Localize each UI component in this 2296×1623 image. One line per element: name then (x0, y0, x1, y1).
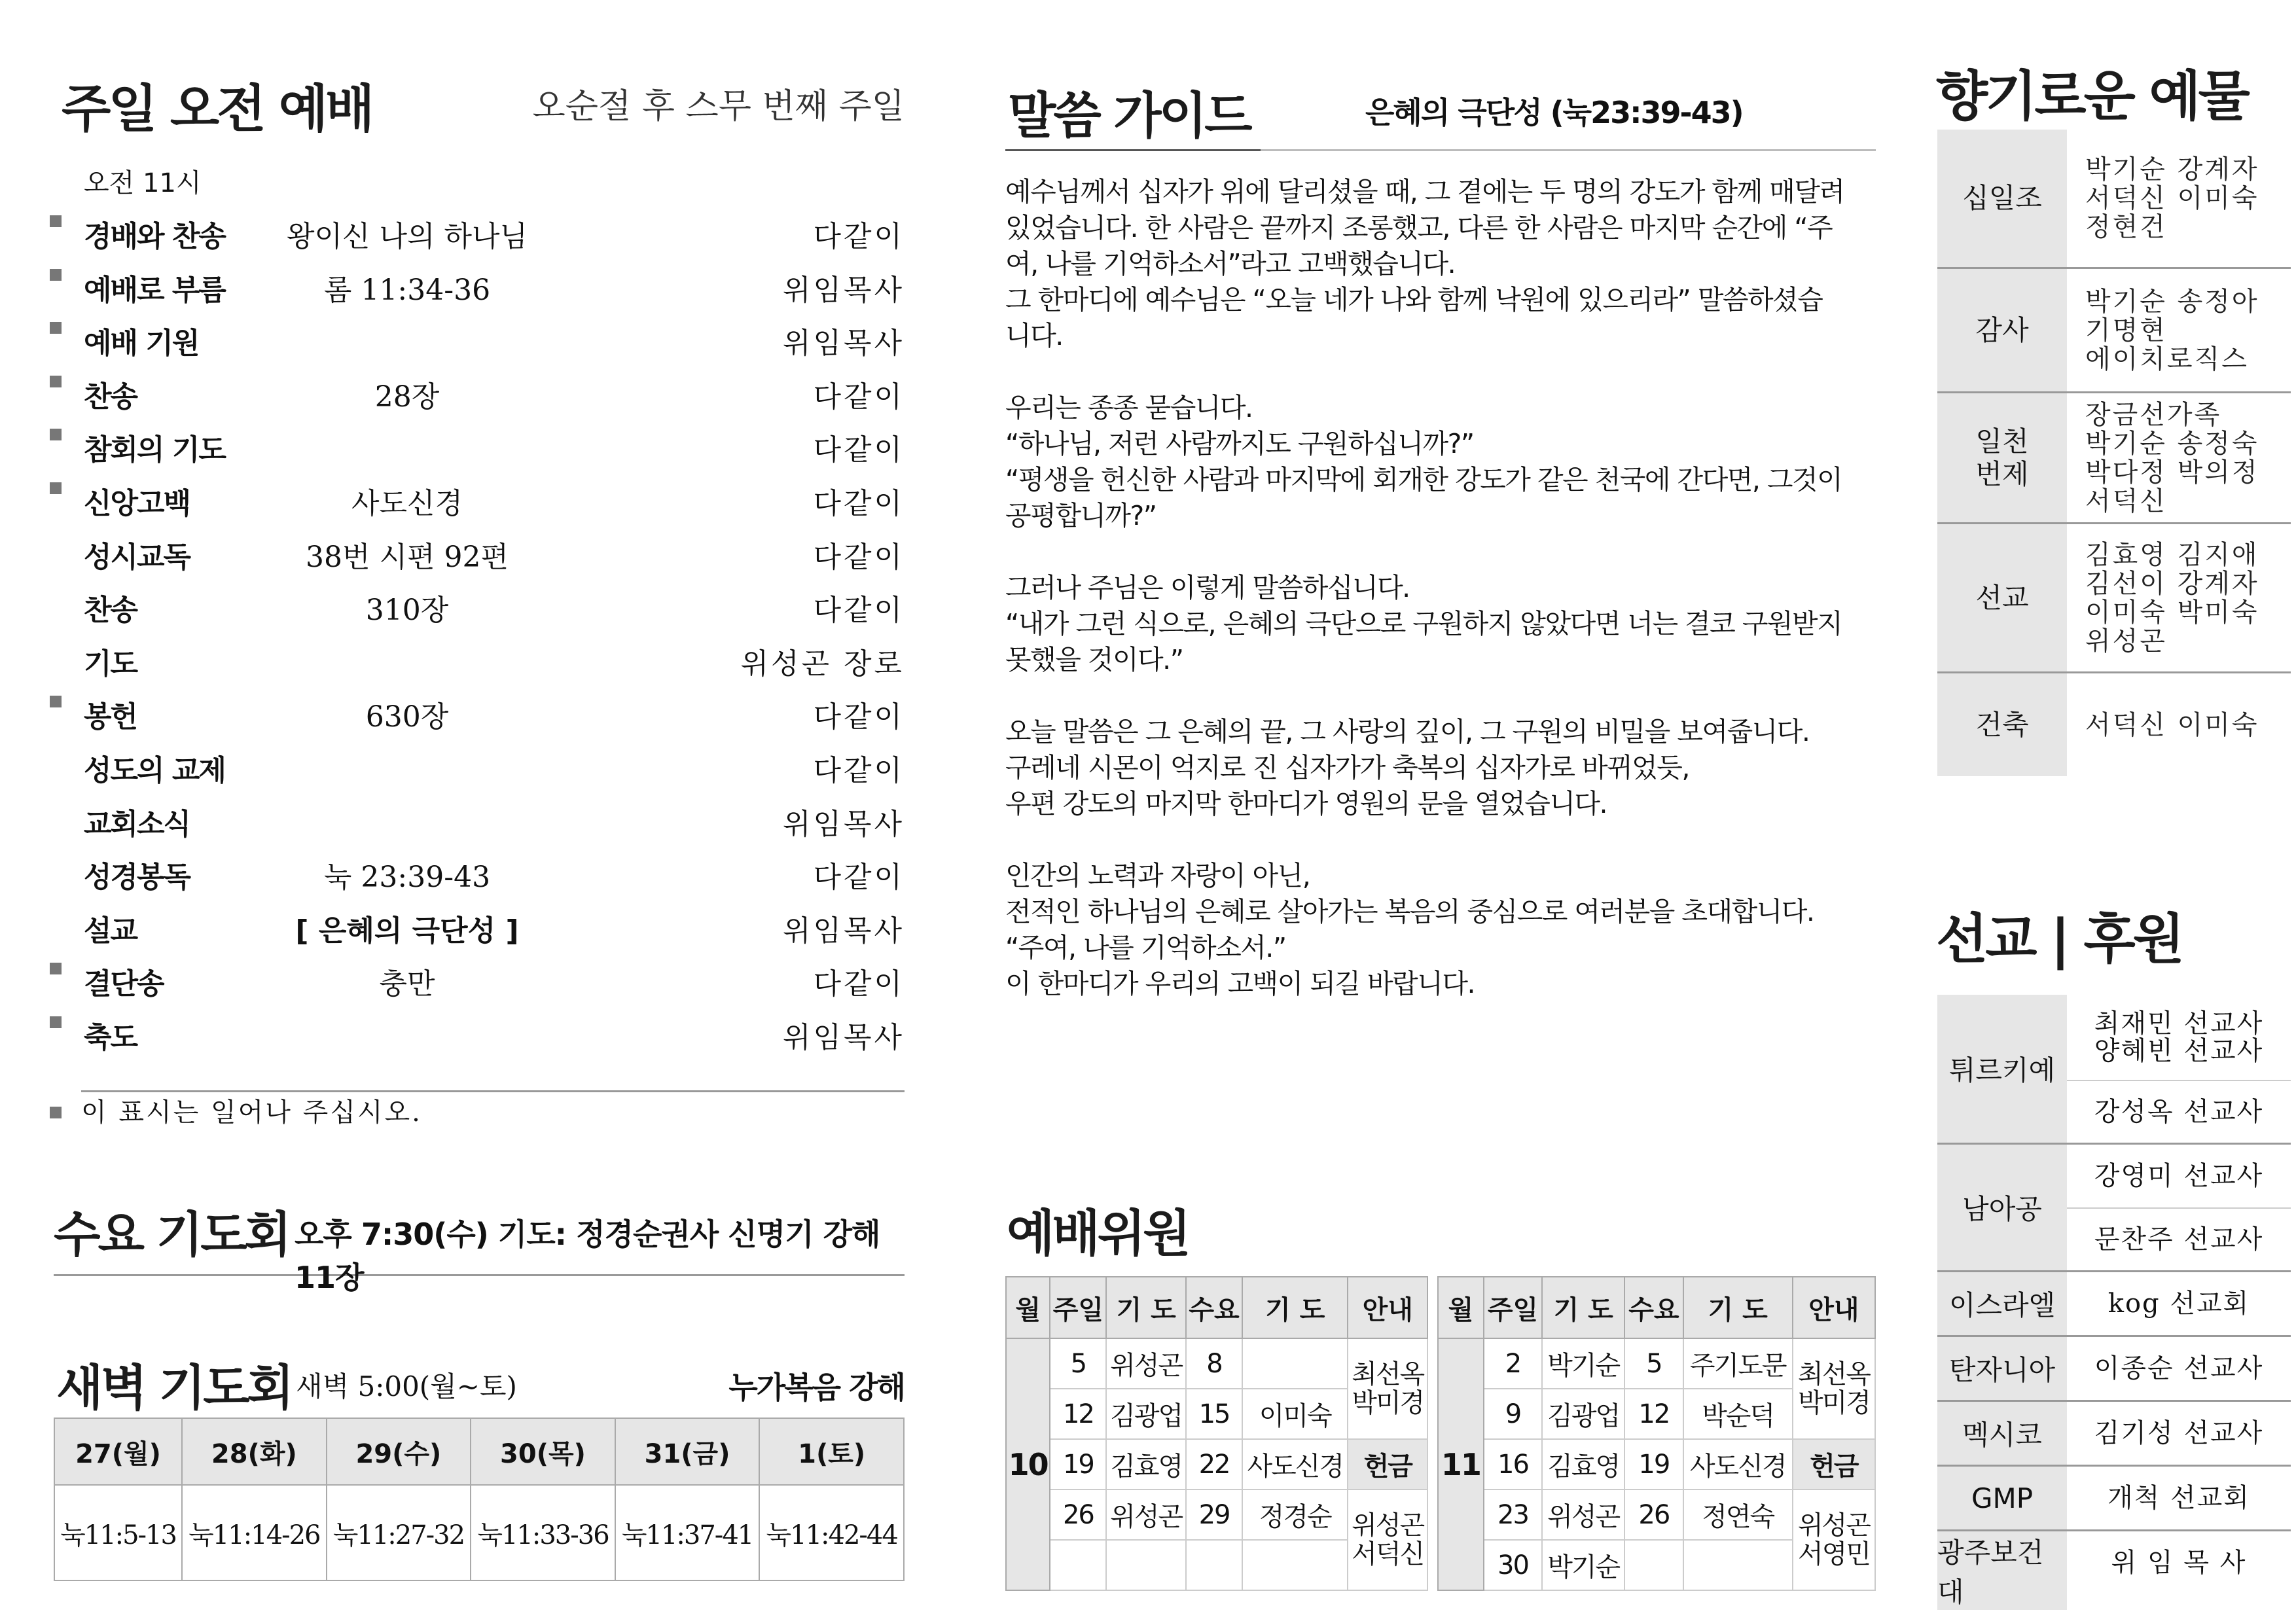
offering-category: 선교 (1937, 524, 2067, 671)
offering-category: 일천 번제 (1937, 393, 2067, 522)
mission-entry: 강영미 선교사 (2094, 1161, 2264, 1191)
mission-entries (2067, 995, 2291, 1143)
order-item-name: 축도 (84, 1020, 137, 1054)
stand-marker-icon (50, 376, 62, 387)
wednesday-date (1624, 1540, 1683, 1590)
staff-header: 기 도 (1242, 1277, 1348, 1338)
passage-cell: 눅11:27-32 (327, 1485, 471, 1580)
order-item (47, 847, 905, 901)
order-item-leader: 다같이 (813, 861, 905, 895)
mission-country: 이스라엘 (1937, 1272, 2067, 1335)
order-item (47, 206, 905, 260)
staff-header: 안내 (1348, 1277, 1427, 1338)
staff-row (1438, 1439, 1875, 1489)
order-item-leader: 위성곤 장로 (740, 647, 905, 681)
offering-names: 김효영 김지애 김선이 강계자 이미숙 박미숙 위성곤 (2085, 539, 2259, 656)
stand-marker-icon (50, 482, 62, 494)
order-item-leader: 다같이 (813, 433, 905, 467)
month-cell: 11 (1438, 1338, 1484, 1590)
offering-row (1937, 671, 2291, 776)
order-item-name: 찬송 (84, 594, 137, 628)
staff-header-row (1006, 1277, 1427, 1338)
offering-row (1937, 267, 2291, 391)
order-item (47, 419, 905, 473)
mission-entries (2067, 1272, 2291, 1335)
sunday-date: 30 (1484, 1540, 1542, 1590)
stand-marker-icon (50, 696, 62, 707)
order-item-leader: 다같이 (813, 380, 905, 414)
sunday-prayer: 박기순 (1542, 1338, 1624, 1389)
stand-marker-icon (50, 269, 62, 281)
guide-title: 말씀 가이드 (1008, 86, 1250, 145)
order-item-leader: 위임목사 (782, 914, 905, 948)
order-item-content: 38번 시편 92편 (306, 540, 509, 574)
mission-entries (2067, 1145, 2291, 1270)
staff-title: 예배위원 (1007, 1204, 1189, 1262)
dawn-schedule-table (54, 1418, 905, 1581)
staff-row (1006, 1439, 1427, 1489)
order-item-name: 봉헌 (84, 700, 137, 734)
order-item-name: 성도의 교제 (84, 753, 225, 787)
order-item (47, 313, 905, 366)
sunday-prayer (1106, 1540, 1186, 1590)
order-item-name: 성경봉독 (84, 861, 190, 895)
mission-entry: kog 선교회 (2108, 1289, 2250, 1319)
mission-country: 광주보건대 (1937, 1531, 2067, 1610)
sunday-date: 12 (1050, 1389, 1106, 1439)
mission-row (1937, 1529, 2291, 1610)
mission-row (1937, 1400, 2291, 1465)
dawn-passage-row (54, 1485, 904, 1580)
order-item-content: 28장 (374, 380, 440, 414)
order-item-leader: 다같이 (813, 753, 905, 787)
mission-entry: 개척 선교회 (2108, 1483, 2250, 1513)
order-item-content: 630장 (365, 700, 449, 734)
dawn-time: 새벽 5:00(월~토) (296, 1370, 517, 1402)
staff-header: 월 (1006, 1277, 1050, 1338)
staff-header: 기 도 (1542, 1277, 1624, 1338)
sunday-prayer: 위성곤 (1106, 1489, 1186, 1540)
staff-header: 주일 (1484, 1277, 1542, 1338)
order-item (47, 687, 905, 740)
day-header: 28(화) (182, 1418, 327, 1485)
staff-header: 주일 (1050, 1277, 1106, 1338)
order-item-content: 사도신경 (351, 486, 463, 520)
sunday-prayer: 김광업 (1106, 1389, 1186, 1439)
mission-row (1937, 1465, 2291, 1529)
offering-row (1937, 522, 2291, 671)
sunday-date: 2 (1484, 1338, 1542, 1389)
passage-cell: 눅11:42-44 (759, 1485, 904, 1580)
offering-cell: 헌금 (1793, 1439, 1875, 1489)
mission-entry: 김기성 선교사 (2094, 1418, 2264, 1448)
order-item-leader: 다같이 (813, 220, 905, 253)
order-item-content: 310장 (365, 594, 449, 628)
wednesday-prayer: 정연숙 (1683, 1489, 1793, 1540)
wednesday-prayer: 박순덕 (1683, 1389, 1793, 1439)
offering-names: 박기순 강계자 서덕신 이미숙 정현건 (2085, 154, 2259, 242)
day-header: 30(목) (471, 1418, 615, 1485)
passage-cell: 눅11:37-41 (615, 1485, 760, 1580)
stand-note (47, 1092, 422, 1129)
wednesday-prayer: 정경순 (1242, 1489, 1348, 1540)
wednesday-prayer (1242, 1338, 1348, 1389)
order-item-name: 설교 (84, 914, 137, 948)
order-item-leader: 위임목사 (782, 327, 905, 361)
mission-country: 탄자니아 (1937, 1337, 2067, 1400)
dawn-header-row (54, 1418, 904, 1485)
stand-marker-icon (50, 1107, 62, 1118)
wednesday-date: 8 (1186, 1338, 1242, 1389)
stand-marker-icon (50, 963, 62, 974)
passage-cell: 눅11:14-26 (182, 1485, 327, 1580)
order-item (47, 954, 905, 1007)
order-item-content: 롬 11:34-36 (323, 273, 491, 307)
wednesday-date: 26 (1624, 1489, 1683, 1540)
order-item (47, 794, 905, 847)
dawn-series: 누가복음 강해 (728, 1370, 905, 1405)
sunday-date: 23 (1484, 1489, 1542, 1540)
guide-paragraph: 예수님께서 십자가 위에 달리셨을 때, 그 곁에는 두 명의 강도가 함께 매달려 있었습니다. 한 사람은 끝까지 조롱했고, 다른 한 사람은 마지막 순간에 “주 여, 나를 기억하소서”라고 고백했습니다. 그 한마디에 예수님은 “오늘 네가 나와 함께 낙원에 있으리라” 말씀하셨습 니다. (1005, 176, 1844, 351)
sunday-date: 9 (1484, 1389, 1542, 1439)
stand-note-text: 이 표시는 일어나 주십시오. (81, 1097, 422, 1128)
mission-row (1937, 1270, 2291, 1335)
wednesday-prayer: 사도신경 (1242, 1439, 1348, 1489)
staff-header-row (1438, 1277, 1875, 1338)
order-item-leader: 다같이 (813, 540, 905, 574)
offering-row (1937, 391, 2291, 522)
guide-paragraph: 그러나 주님은 이렇게 말씀하십니다. “내가 그런 식으로, 은혜의 극단으로 구원하지 않았다면 너는 결코 구원받지 못했을 것이다.” (1005, 572, 1842, 675)
usher-cell: 위성곤 서덕신 (1348, 1489, 1427, 1590)
order-item-leader: 다같이 (813, 700, 905, 734)
order-item-name: 성시교독 (84, 540, 190, 574)
order-item (47, 366, 905, 420)
sunday-date: 19 (1050, 1439, 1106, 1489)
wednesday-prayer: 이미숙 (1242, 1389, 1348, 1439)
sunday-prayer: 김광업 (1542, 1389, 1624, 1439)
sunday-prayer: 박기순 (1542, 1540, 1624, 1590)
day-header: 29(수) (327, 1418, 471, 1485)
mission-table (1937, 995, 2291, 1610)
order-item (47, 580, 905, 633)
order-item (47, 633, 905, 687)
offering-category: 십일조 (1937, 130, 2067, 267)
order-item-name: 경배와 찬송 (84, 220, 225, 253)
staff-row (1438, 1338, 1875, 1389)
order-item-name: 찬송 (84, 380, 137, 414)
staff-header: 수요 (1186, 1277, 1242, 1338)
staff-row (1006, 1489, 1427, 1540)
order-item (47, 473, 905, 527)
mission-entries (2067, 1467, 2291, 1529)
order-of-worship (47, 206, 905, 1061)
wednesday-date: 5 (1624, 1338, 1683, 1389)
stand-marker-icon (50, 1016, 62, 1028)
staff-header: 기 도 (1106, 1277, 1186, 1338)
offering-row (1937, 130, 2291, 267)
sunday-date (1050, 1540, 1106, 1590)
wednesday-date: 22 (1186, 1439, 1242, 1489)
offerings-table (1937, 130, 2291, 776)
sunday-date: 26 (1050, 1489, 1106, 1540)
order-item-leader: 다같이 (813, 594, 905, 628)
month-cell: 10 (1006, 1338, 1050, 1590)
guide-paragraph: 우리는 종종 묻습니다. “하나님, 저런 사람까지도 구원하십니까?” “평생을 헌신한 사람과 마지막에 회개한 강도가 같은 천국에 간다면, 그것이 공평합니까?” (1005, 392, 1842, 531)
usher-cell: 최선옥 박미경 (1348, 1338, 1427, 1439)
mission-entry: 강성옥 선교사 (2067, 1080, 2291, 1143)
staff-table-october (1005, 1276, 1428, 1591)
divider (1261, 149, 1876, 151)
mission-entry: 위 임 목 사 (2111, 1548, 2247, 1578)
guide-paragraph: 오늘 말씀은 그 은혜의 끝, 그 사랑의 깊이, 그 구원의 비밀을 보여줍니다. 구레네 시몬이 억지로 진 십자가가 축복의 십자가로 바뀌었듯, 우편 강도의 마지막 한마디가 영원의 문을 열었습니다. (1005, 716, 1810, 819)
guide-paragraph: 인간의 노력과 자랑이 아닌, 전적인 하나님의 은혜로 살아가는 복음의 중심으로 여러분을 초대합니다. “주여, 나를 기억하소서.” 이 한마디가 우리의 고백이 되길 바랍니다. (1005, 860, 1814, 999)
staff-header: 월 (1438, 1277, 1484, 1338)
usher-cell: 위성곤 서영민 (1793, 1489, 1875, 1590)
wednesday-date: 29 (1186, 1489, 1242, 1540)
sunday-date: 16 (1484, 1439, 1542, 1489)
staff-header: 기 도 (1683, 1277, 1793, 1338)
day-header: 27(월) (54, 1418, 182, 1485)
mission-entries (2067, 1531, 2291, 1610)
order-item-leader: 위임목사 (782, 273, 905, 307)
order-item-leader: 다같이 (813, 967, 905, 1001)
sunday-prayer: 위성곤 (1106, 1338, 1186, 1389)
sunday-prayer: 김효영 (1106, 1439, 1186, 1489)
order-item-name: 교회소식 (84, 807, 190, 841)
order-item-content: 충만 (379, 967, 435, 1001)
staff-table-november (1437, 1276, 1876, 1591)
mission-entry: 문찬주 선교사 (2067, 1207, 2291, 1270)
stand-marker-icon (50, 322, 62, 334)
day-header: 1(토) (759, 1418, 904, 1485)
offerings-title: 향기로운 예물 (1936, 65, 2248, 128)
staff-row (1006, 1338, 1427, 1389)
wednesday-date: 19 (1624, 1439, 1683, 1489)
wednesday-prayer (1242, 1540, 1348, 1590)
order-item-leader: 위임목사 (782, 1020, 905, 1054)
mission-entries (2067, 1402, 2291, 1465)
wednesday-prayer: 주기도문 (1683, 1338, 1793, 1389)
offering-names: 박기순 송정아 기명현 에이치로직스 (2085, 286, 2259, 374)
usher-cell: 최선옥 박미경 (1793, 1338, 1875, 1439)
order-item (47, 740, 905, 794)
offering-category: 건축 (1937, 673, 2067, 776)
guide-sermon-title: 은혜의 극단성 (눅23:39-43) (1365, 95, 1743, 130)
mission-country: GMP (1937, 1467, 2067, 1529)
worship-title: 주일 오전 예배 (62, 80, 372, 139)
order-item-name: 기도 (84, 647, 137, 681)
order-item-leader: 다같이 (813, 486, 905, 520)
mission-title: 선교 | 후원 (1936, 908, 2182, 971)
guide-body (1005, 174, 1876, 1038)
mission-country: 튀르키예 (1937, 995, 2067, 1143)
order-item-content: [ 은혜의 극단성 ] (295, 914, 519, 948)
order-item-name: 예배 기원 (84, 327, 199, 361)
wednesday-title: 수요 기도회 (54, 1207, 289, 1263)
mission-row (1937, 995, 2291, 1143)
wednesday-date: 12 (1624, 1389, 1683, 1439)
worship-subtitle: 오순절 후 스무 번째 주일 (532, 87, 905, 126)
mission-country: 멕시코 (1937, 1402, 2067, 1465)
stand-marker-icon (50, 429, 62, 440)
order-item (47, 901, 905, 954)
wednesday-prayer: 사도신경 (1683, 1439, 1793, 1489)
order-item (47, 260, 905, 313)
staff-header: 안내 (1793, 1277, 1875, 1338)
offering-category: 감사 (1937, 269, 2067, 391)
mission-entries (2067, 1337, 2291, 1400)
order-item-leader: 위임목사 (782, 807, 905, 841)
order-item-content: 왕이신 나의 하나님 (286, 220, 528, 253)
offering-cell: 헌금 (1348, 1439, 1427, 1489)
wednesday-prayer-section (54, 1185, 905, 1295)
sunday-prayer: 위성곤 (1542, 1489, 1624, 1540)
staff-row (1438, 1489, 1875, 1540)
dawn-title: 새벽 기도회 (56, 1360, 292, 1416)
mission-row (1937, 1143, 2291, 1270)
worship-time: 오전 11시 (84, 168, 202, 198)
day-header: 31(금) (615, 1418, 760, 1485)
stand-marker-icon (50, 215, 62, 227)
offering-names: 서덕신 이미숙 (2085, 709, 2259, 740)
order-item-content: 눅 23:39-43 (323, 861, 491, 895)
order-item (47, 1007, 905, 1061)
order-item-name: 신앙고백 (84, 486, 190, 520)
order-item-name: 참회의 기도 (84, 433, 225, 467)
mission-entry: 최재민 선교사 양혜빈 선교사 (2094, 1008, 2264, 1066)
order-item-name: 예배로 부름 (84, 273, 225, 307)
offering-names: 장금선가족 박기순 송정숙 박다정 박의정 서덕신 (2085, 399, 2259, 516)
sunday-prayer: 김효영 (1542, 1439, 1624, 1489)
order-item (47, 527, 905, 580)
passage-cell: 눅11:5-13 (54, 1485, 182, 1580)
divider (1005, 149, 1261, 151)
mission-entry: 이종순 선교사 (2094, 1353, 2264, 1383)
mission-country: 남아공 (1937, 1145, 2067, 1270)
staff-header: 수요 (1624, 1277, 1683, 1338)
wednesday-date (1186, 1540, 1242, 1590)
order-item-name: 결단송 (84, 967, 164, 1001)
wednesday-info: 오후 7:30(수) 기도: 정경순권사 신명기 강해 11장 (295, 1217, 880, 1295)
sunday-date: 5 (1050, 1338, 1106, 1389)
mission-row (1937, 1335, 2291, 1400)
wednesday-date: 15 (1186, 1389, 1242, 1439)
passage-cell: 눅11:33-36 (471, 1485, 615, 1580)
wednesday-prayer (1683, 1540, 1793, 1590)
